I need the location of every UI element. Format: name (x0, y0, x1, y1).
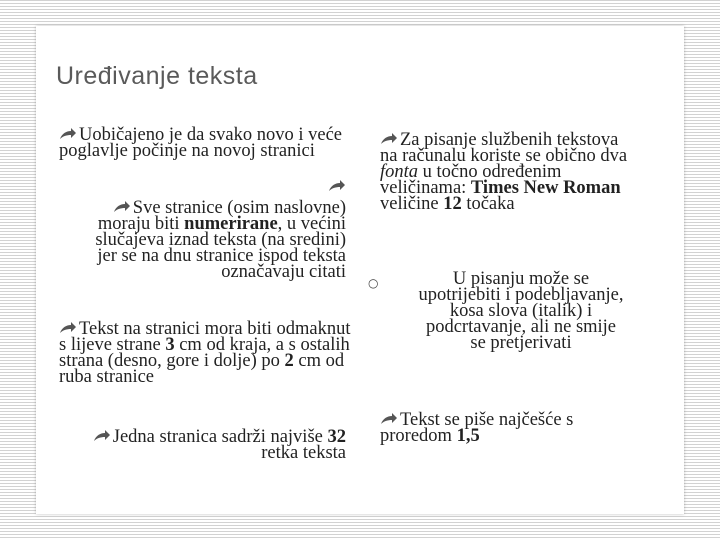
bullet-arrow-icon (113, 201, 131, 213)
right-paragraph-1-text-1: Za pisanje službenih tekstova na računalu koriste se obično dva (380, 130, 628, 166)
right-paragraph-3-bold-1-5: 1,5 (456, 426, 480, 446)
left-paragraph-4 (76, 429, 346, 461)
slide (36, 26, 684, 514)
right-paragraph-1-text-2: u točno određenim veličinama: (380, 162, 562, 198)
right-paragraph-1-bold-12: 12 (443, 194, 462, 214)
left-paragraph-3-text-2: cm od kraja, a s ostalih strana (desno, gore i dolje) po (59, 335, 350, 371)
bullet-arrow-icon (380, 413, 398, 425)
left-paragraph-2-text-1: Sve stranice (osim naslovne) moraju biti (97, 198, 346, 234)
left-paragraph-2 (86, 184, 346, 280)
bullet-arrow-icon (59, 322, 77, 334)
right-paragraph-1-text-3: veličine (380, 194, 444, 214)
left-paragraph-2-text-2: , u većini slučajeva iznad teksta (na sredini) jer se na dnu stranice ispod teksta označavaju citati (95, 214, 346, 282)
bullet-arrow-icon (328, 180, 346, 192)
right-paragraph-2-text: U pisanju može se upotrijebiti i podebljavanje, kosa slova (italik) i podcrtavanje, ali ne smije se pretjerivati (418, 269, 624, 353)
right-paragraph-1-bold-font-name: Times New Roman (470, 178, 621, 198)
left-paragraph-4-bold-32: 32 (327, 427, 346, 447)
left-paragraph-3-text-1: Tekst na stranici mora biti odmaknut s lijeve strane (59, 319, 351, 355)
left-paragraph-3 (59, 321, 359, 385)
right-paragraph-3 (380, 412, 640, 444)
left-paragraph-3-bold-2: 2 (284, 351, 294, 371)
circle-bullet-icon: ○ (368, 276, 379, 290)
left-paragraph-1 (59, 127, 359, 159)
slide-title: Uređivanje teksta (56, 62, 258, 90)
right-paragraph-1 (380, 132, 640, 212)
bullet-arrow-icon (380, 133, 398, 145)
right-paragraph-3-text-1: Tekst se piše najčešće s proredom (380, 410, 574, 446)
bullet-arrow-icon (59, 128, 77, 140)
left-paragraph-3-bold-3: 3 (165, 335, 175, 355)
bullet-arrow-icon (93, 430, 111, 442)
left-paragraph-4-text-1: Jedna stranica sadrži najviše (112, 427, 328, 447)
right-paragraph-1-italic-fonta: fonta (380, 162, 419, 182)
right-paragraph-1-text-4: točaka (461, 194, 515, 214)
left-paragraph-1-text: Uobičajeno je da svako novo i veće poglavlje počinje na novoj stranici (59, 125, 343, 161)
left-paragraph-4-text-2: retka teksta (261, 443, 346, 463)
left-paragraph-3-text-3: cm od ruba stranice (59, 351, 345, 387)
left-paragraph-2-bold-numerirane: numerirane (184, 214, 278, 234)
right-paragraph-2 (416, 271, 626, 351)
